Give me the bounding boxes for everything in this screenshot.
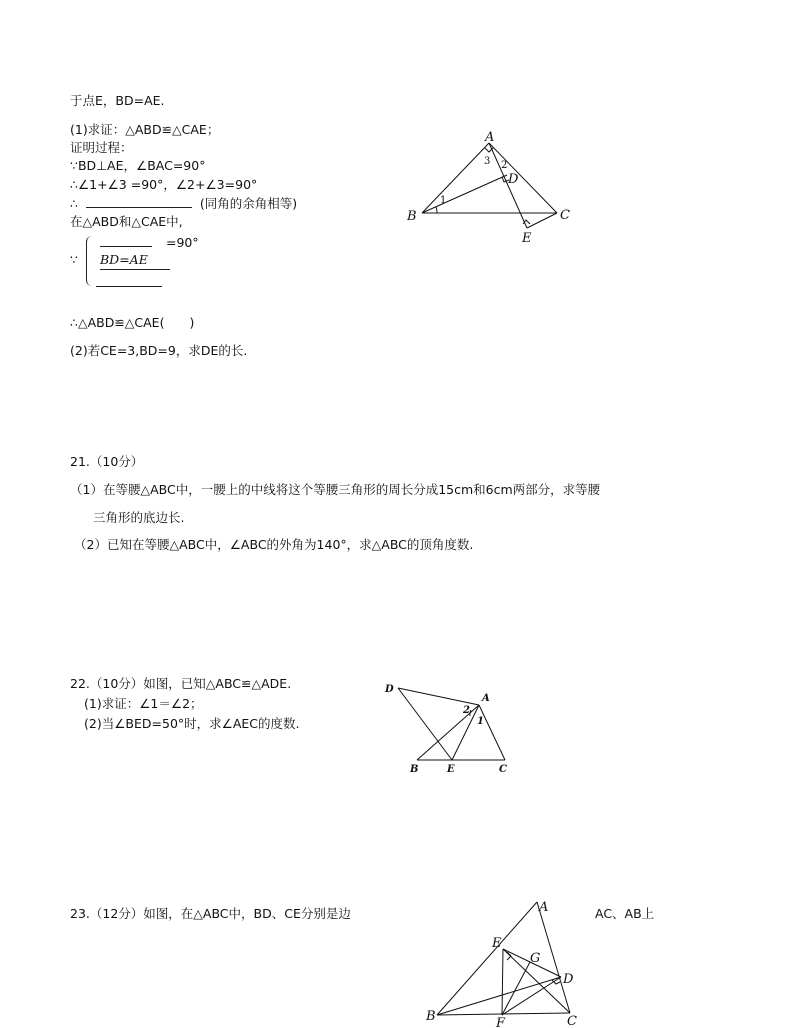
q23-seg-ac bbox=[537, 902, 570, 1013]
q21-part1-line2: 三角形的底边长. bbox=[93, 510, 185, 525]
q20-label-d: D bbox=[508, 172, 519, 187]
q20-conclusion: ∴△ABD≌△CAE( ) bbox=[70, 315, 195, 330]
q20-step4: 在△ABD和△CAE中, bbox=[70, 214, 183, 229]
q21-part1-num: （1） bbox=[70, 482, 103, 497]
q23-label-a: A bbox=[539, 900, 549, 915]
q22-part2: (2)当∠BED=50°时，求∠AEC的度数. bbox=[84, 716, 300, 731]
q23-label-g: G bbox=[530, 951, 541, 966]
q23-label-c: C bbox=[567, 1014, 577, 1028]
q23-seg-bd bbox=[437, 977, 561, 1015]
q20-label-a: A bbox=[485, 130, 495, 145]
q20-label-angle2: 2 bbox=[501, 160, 508, 171]
q22-label-a: A bbox=[482, 693, 490, 704]
q20-step2: ∴∠1+∠3 =90°，∠2+∠3=90° bbox=[70, 177, 258, 192]
q22-label-e: E bbox=[447, 764, 455, 775]
q20-proof-head: 证明过程： bbox=[70, 140, 133, 155]
q23-seg-ef bbox=[502, 949, 503, 1015]
q20-label-c: C bbox=[560, 208, 570, 223]
q20-line-top: 于点E，BD=AE. bbox=[70, 93, 165, 108]
q20-label-angle1: 1 bbox=[440, 195, 447, 206]
q22-part1: (1)求证：∠1＝∠2； bbox=[84, 696, 203, 711]
q20-label-b: B bbox=[407, 209, 417, 224]
q23-label-e: E bbox=[492, 936, 502, 951]
q22-label-c: C bbox=[499, 764, 507, 775]
q21-head: 21.（10分） bbox=[70, 454, 144, 469]
q23-label-d: D bbox=[563, 972, 574, 987]
q20-label-angle3: 3 bbox=[484, 156, 491, 167]
q20-step3-prefix: ∴ bbox=[70, 196, 78, 211]
q21-part1-text: 在等腰△ABC中，一腰上的中线将这个等腰三角形的周长分成15cm和6cm两部分，求等腰 bbox=[102, 482, 601, 497]
q20-part1: (1)求证：△ABD≌△CAE； bbox=[70, 122, 220, 137]
q22-label-d: D bbox=[385, 684, 394, 695]
q20-cond2: BD=AE bbox=[100, 252, 148, 267]
q23-tail: AC、AB上 bbox=[595, 906, 655, 921]
q21-part2: （2）已知在等腰△ABC中，∠ABC的外角为140°，求△ABC的顶角度数. bbox=[74, 537, 474, 552]
q23-head: 23.（12分）如图，在△ABC中，BD、CE分别是边 bbox=[70, 906, 351, 921]
q20-step1: ∵BD⊥AE，∠BAC=90° bbox=[70, 158, 206, 173]
q23-right-angle-e bbox=[507, 952, 511, 960]
q23-seg-fg bbox=[502, 962, 530, 1015]
q20-cond1-suffix: =90° bbox=[165, 235, 199, 250]
q23-label-b: B bbox=[426, 1009, 436, 1024]
q22-label-angle1: 1 bbox=[477, 716, 484, 727]
q20-label-e: E bbox=[522, 231, 532, 246]
q20-step3-reason: (同角的余角相等) bbox=[199, 196, 298, 211]
q22-head: 22.（10分）如图，已知△ABC≌△ADE. bbox=[70, 676, 292, 691]
q22-label-angle2: 2 bbox=[463, 705, 470, 716]
q22-label-b: B bbox=[410, 764, 419, 775]
q20-because: ∵ bbox=[70, 252, 78, 267]
q20-part2: (2)若CE=3,BD=9，求DE的长. bbox=[70, 343, 248, 358]
q23-label-f: F bbox=[496, 1016, 506, 1028]
